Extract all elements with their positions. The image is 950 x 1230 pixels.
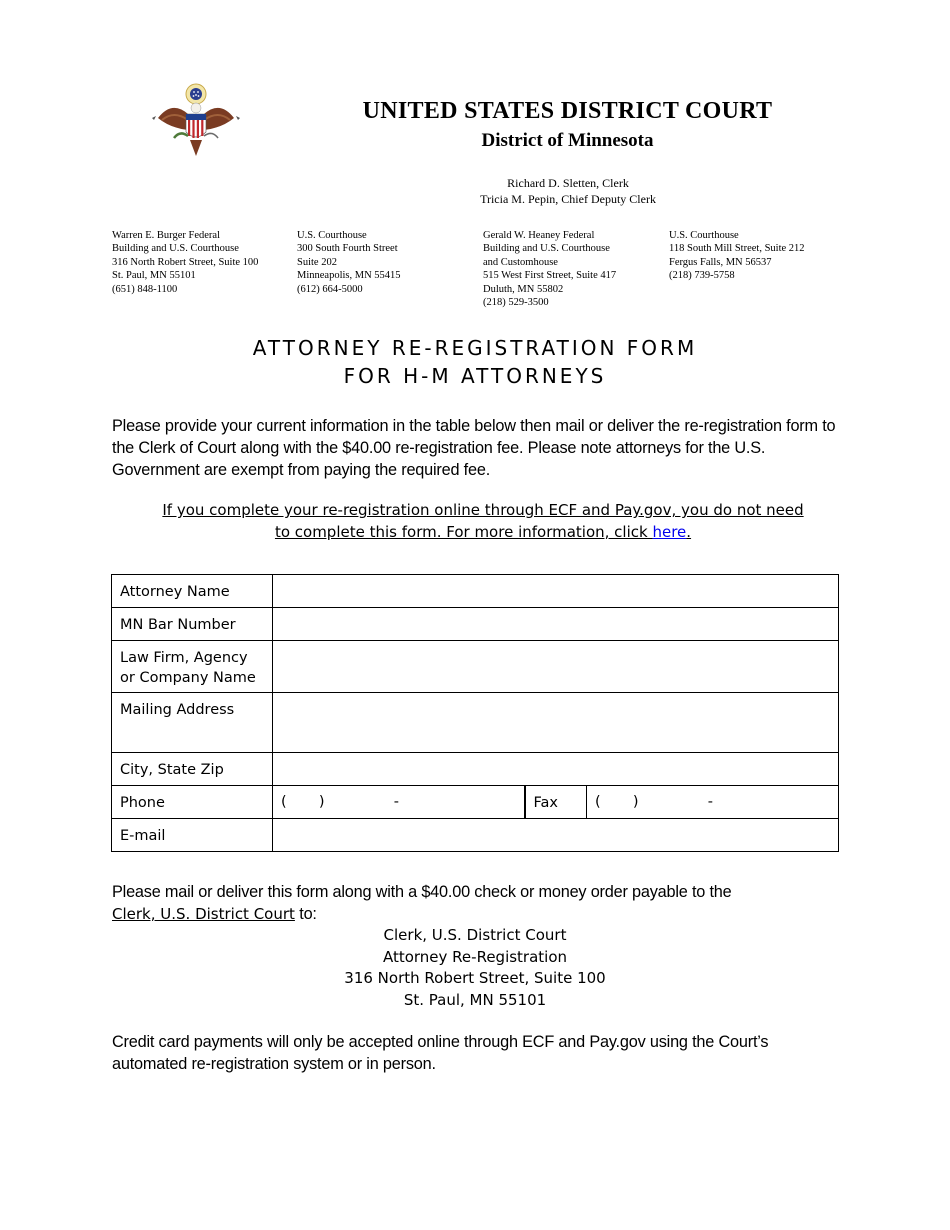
form-title: ATTORNEY RE-REGISTRATION FORM FOR H-M ATTORNEYS bbox=[252, 336, 698, 388]
table-row bbox=[112, 786, 839, 819]
address-minneapolis: U.S. Courthouse 300 South Fourth Street Suite 202 Minneapolis, MN 55415 (612) 664-5000 bbox=[297, 230, 401, 295]
payee-name: Clerk, U.S. District Court bbox=[112, 905, 295, 923]
fax-label: Fax bbox=[525, 786, 587, 819]
clerk-names bbox=[418, 175, 718, 207]
online-note: If you complete your re-registration online through ECF and Pay.gov, you do not need to complete this form. For more information, click here. bbox=[162, 501, 804, 541]
mailing-address-block: Clerk, U.S. District Court Attorney Re-Registration 316 North Robert Street, Suite 100 St. Paul, MN 55101 bbox=[344, 926, 606, 1009]
address-st-paul: Warren E. Burger Federal Building and U.S. Courthouse 316 North Robert Street, Suite 100 St. Paul, MN 55101 (651) 848-1100 bbox=[112, 230, 259, 295]
mailing-address-field[interactable] bbox=[273, 693, 839, 753]
attorney-name-label: Attorney Name bbox=[112, 575, 273, 608]
phone-field[interactable]: ( ) - bbox=[273, 786, 525, 819]
table-row bbox=[112, 753, 839, 786]
address-fergus-falls: U.S. Courthouse 118 South Mill Street, Suite 212 Fergus Falls, MN 56537 (218) 739-5758 bbox=[669, 230, 805, 282]
table-row bbox=[112, 819, 839, 852]
table-row bbox=[112, 641, 839, 693]
city-state-zip-label: City, State Zip bbox=[112, 753, 273, 786]
great-seal-eagle-icon bbox=[148, 80, 244, 166]
table-row bbox=[112, 608, 839, 641]
firm-field[interactable] bbox=[273, 641, 839, 693]
bar-number-field[interactable] bbox=[273, 608, 839, 641]
mailing-instructions: Please mail or deliver this form along with a $40.00 check or money order payable to the Clerk, U.S. District Court to: bbox=[112, 883, 732, 923]
court-district: District of Minnesota bbox=[481, 130, 654, 151]
credit-card-note: Credit card payments will only be accepted online through ECF and Pay.gov using the Court’s automated re-registration system or in person. bbox=[112, 1033, 769, 1073]
table-row bbox=[112, 693, 839, 753]
email-label: E-mail bbox=[112, 819, 273, 852]
more-info-link[interactable]: here bbox=[652, 522, 687, 541]
mailing-address-label: Mailing Address bbox=[112, 693, 273, 753]
registration-form-table bbox=[111, 574, 839, 852]
clerk-name: Richard D. Sletten, Clerk bbox=[507, 176, 629, 190]
address-duluth: Gerald W. Heaney Federal Building and U.S. Courthouse and Customhouse 515 West First Street, Suite 417 Duluth, MN 55802 (218) 529-3500 bbox=[483, 230, 617, 309]
intro-paragraph: Please provide your current information in the table below then mail or deliver the re-registration form to the Clerk of Court along with the $40.00 re-registration fee. Please note attorneys for the U.S. Government are exempt from paying the required fee. bbox=[112, 417, 836, 479]
city-state-zip-field[interactable] bbox=[273, 753, 839, 786]
bar-number-label: MN Bar Number bbox=[112, 608, 273, 641]
firm-label: Law Firm, Agency or Company Name bbox=[112, 641, 273, 693]
phone-label: Phone bbox=[112, 786, 273, 819]
fax-field[interactable]: ( ) - bbox=[587, 786, 839, 819]
court-name: UNITED STATES DISTRICT COURT bbox=[362, 98, 773, 124]
deputy-clerk-name: Tricia M. Pepin, Chief Deputy Clerk bbox=[480, 192, 656, 206]
attorney-name-field[interactable] bbox=[273, 575, 839, 608]
table-row bbox=[112, 575, 839, 608]
email-field[interactable] bbox=[273, 819, 839, 852]
